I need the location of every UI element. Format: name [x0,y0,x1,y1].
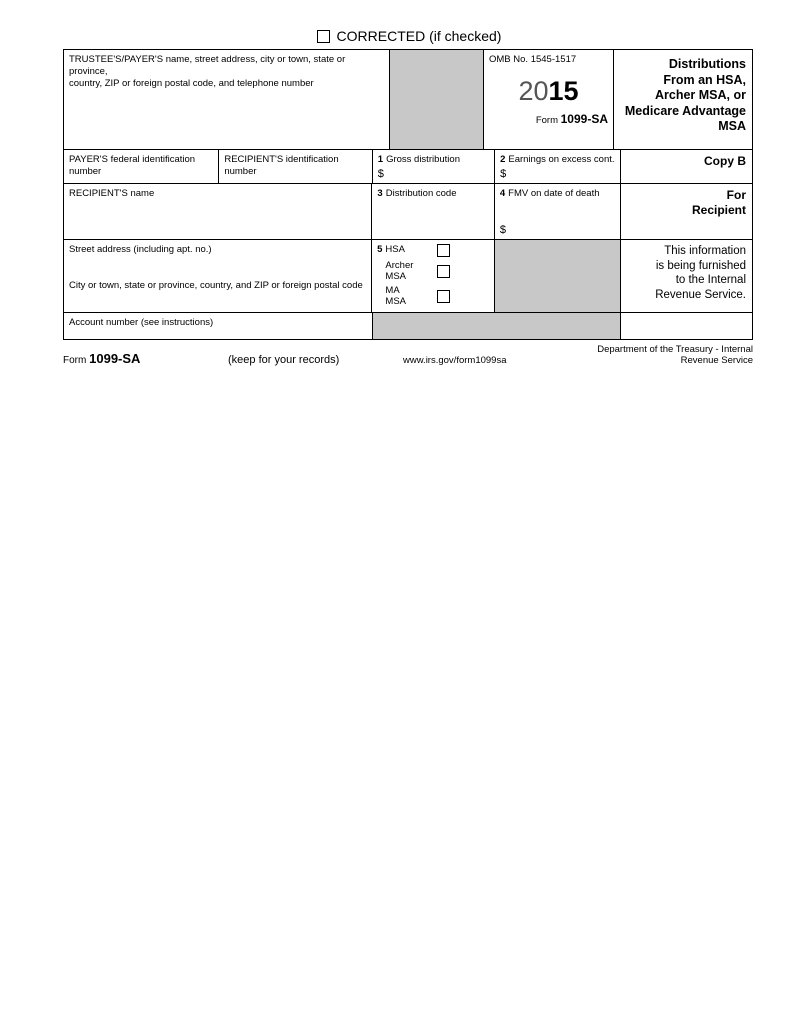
footer-url[interactable]: www.irs.gov/form1099sa [403,355,507,366]
box2-currency: $ [500,168,507,180]
row-recipient-name [64,183,752,217]
recipient-tin-cell[interactable] [218,150,371,183]
city-cell[interactable] [64,276,371,312]
box4-number: 4 [499,188,506,199]
recipient-tin-label: RECIPIENT'S identification number [224,154,339,177]
title-line-2: From an HSA, [663,72,746,87]
copy-b-line-3: Recipient [691,203,746,217]
notice-line-3: to the Internal [675,274,747,286]
title-line-4: Medicare Advantage [624,103,746,118]
box4-currency: $ [499,224,506,236]
payer-tin-cell[interactable] [64,150,218,183]
box3-cell[interactable] [371,184,493,217]
box3-label [377,188,488,200]
payer-gray-spacer [389,50,483,149]
title-cell [613,50,752,149]
corrected-label: CORRECTED (if checked) [336,28,502,44]
box1-number: 1 [377,154,384,165]
recipient-name-label: RECIPIENT'S name [69,188,155,199]
box4-label-text: FMV on date of death [508,188,600,199]
row-tin [64,149,752,183]
corrected-checkbox[interactable] [317,30,330,43]
footer-dept: Department of the Treasury - Internal Revenue Service [597,344,753,366]
account-number-label: Account number (see instructions) [69,317,214,328]
box5-archer-label [385,261,427,282]
street-label: Street address (including apt. no.) [69,244,212,255]
city-label: City or town, state or province, country, and ZIP or foreign postal code [69,280,363,291]
box3-fill [371,217,493,239]
payer-label-line1: TRUSTEE'S/PAYER'S name, street address, city or town, state or province, [69,54,346,77]
omb-number: OMB No. 1545-1517 [489,54,577,65]
gray-spacer-3 [372,313,620,339]
box3-label-text: Distribution code [385,188,457,199]
box2-label [500,154,615,166]
corrected-row [63,26,755,46]
gray-spacer-2 [494,240,620,312]
row-box4-amount [64,217,752,239]
copy-b-cell [620,150,752,183]
tax-year-prefix: 20 [518,76,549,106]
box5-cell [371,240,494,312]
right-fill-2 [620,313,752,339]
box2-cell[interactable] [494,150,620,183]
copy-for-cell [620,184,752,217]
form-title [620,54,746,135]
box3-number: 3 [377,188,383,199]
box1-cell[interactable] [372,150,494,183]
box1-label [378,154,489,166]
title-line-1: Distributions [668,57,746,71]
box4-amount-cell[interactable] [494,217,620,239]
address-block [64,240,371,312]
notice-line-4: Revenue Service. [655,288,747,301]
copy-b-line-2: For [726,188,746,202]
box5-ma-checkbox[interactable] [437,290,450,303]
footer-form [63,351,228,366]
copy-b-line-1: Copy B [704,154,747,168]
notice-line-1: This information [664,245,747,257]
box5-archer-label-line2: MSA [385,270,407,282]
notice-text [627,244,746,302]
box5-archer-checkbox[interactable] [437,265,450,278]
street-cell[interactable] [64,240,371,276]
form-number-line [489,112,608,126]
box5-hsa-label [385,245,427,256]
row-account [64,312,752,339]
form-1099-sa [63,26,755,366]
payer-tin-label: PAYER'S federal identification number [69,154,196,177]
payer-name-cell[interactable] [64,50,389,149]
recipient-name-cell[interactable] [64,184,371,217]
box5-number: 5 [377,244,383,255]
form-footer [63,344,753,366]
box4-label [500,188,615,200]
box5-hsa-checkbox[interactable] [437,244,450,257]
box2-label-text: Earnings on excess cont. [508,154,615,165]
notice-cell [620,240,752,312]
title-line-5: MSA [718,119,746,133]
payer-label-line2: country, ZIP or foreign postal code, and telephone number [69,78,314,89]
box5-option-hsa[interactable] [385,244,488,257]
notice-line-2: is being furnished [655,259,747,272]
box4-cell[interactable] [494,184,620,217]
box5-hsa-label-text: HSA [385,244,405,256]
tax-year [489,76,608,106]
box5-option-ma[interactable] [385,286,488,307]
footer-keep: (keep for your records) [228,354,340,366]
box5-archer-label-line1: Archer [385,260,414,271]
footer-form-label: Form [63,355,87,366]
box5-ma-label-line2: MSA [385,295,407,307]
account-number-cell[interactable] [64,313,372,339]
tax-year-suffix: 15 [548,76,579,106]
right-fill-1 [620,217,752,239]
footer-form-number: 1099-SA [89,351,141,366]
box5-ma-label-line1: MA [385,285,400,296]
box2-number: 2 [500,154,506,165]
row-street [64,239,752,312]
recipient-name-fill [64,217,371,239]
box1-currency: $ [377,168,384,180]
box5-ma-label [385,286,427,307]
omb-cell [483,50,613,149]
box1-label-text: Gross distribution [386,154,460,165]
form-frame [63,49,753,340]
row-payer [64,50,752,149]
box5-option-archer[interactable] [385,261,488,282]
form-number: 1099-SA [560,112,608,126]
title-line-3: Archer MSA, or [655,88,746,102]
form-label: Form [535,115,558,126]
